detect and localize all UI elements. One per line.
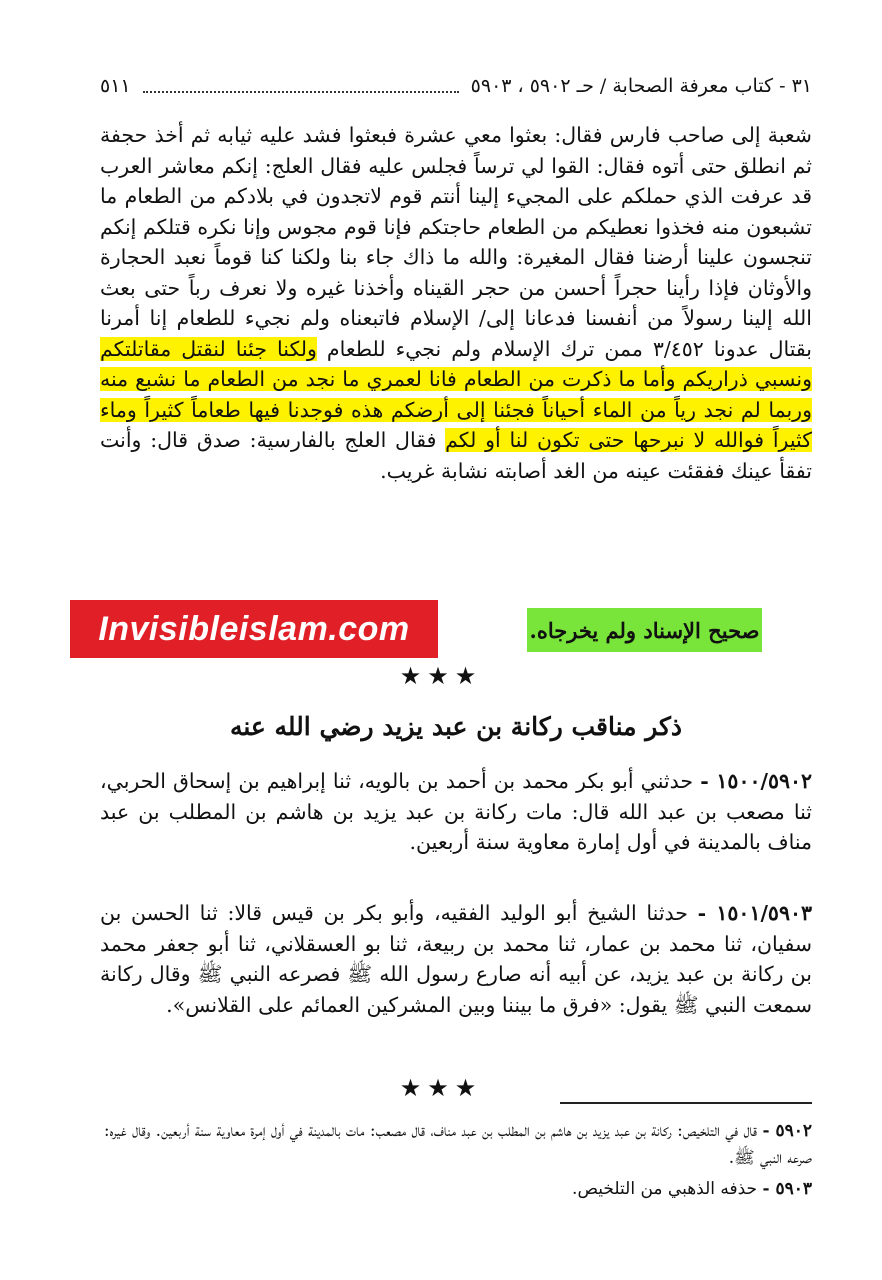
running-header — [100, 70, 812, 102]
separator-stars-top: ★★★ — [399, 662, 483, 690]
footnote-rule — [560, 1102, 812, 1104]
hadith-number: ١٥٠٠/٥٩٠٢ - — [700, 769, 812, 793]
chapter-title: ٣١ - كتاب معرفة الصحابة / حـ ٥٩٠٢ ، ٥٩٠٣ — [470, 75, 812, 97]
verdict-label: صحيح الإسناد ولم يخرجاه. — [527, 608, 762, 652]
hadith-5902 — [100, 766, 812, 858]
footnotes — [100, 1118, 812, 1207]
narration-text: شعبة إلى صاحب فارس فقال: بعثوا معي عشرة فبعثوا فشد عليه ثيابه ثم أخذ حجفة ثم انطلق حتى أتوه فقال: القوا لي ترساً فجلس عليه فقال العلج: إنكم معاشر العرب قد عرفت الذي حملكم على المجيء إلينا أنتم قوم لاتجدون في بلادكم من الطعام ما تشبعون منه فخذوا نعطيكم من الطعام حاجتكم فإنا قوم مجوس وإنا نكره قتلكم إنكم تنجسون علينا أرضنا فقال المغيرة: والله ما ذاك جاء بنا ولكنا كنا قوماً نعبد الحجارة والأوثان فإذا رأينا حجراً أحسن من حجر القيناه وأخذنا غيره ولا نعرف رباً حتى بعث الله إلينا رسولاً من أنفسنا فدعانا إلى/ الإسلام فاتبعناه ولم نجيء للطعام إنا أمرنا بقتال عدونا ٣/٤٥٢ ممن ترك الإسلام ولم نجيء للطعام — [100, 123, 812, 361]
footnote-5903 — [100, 1176, 812, 1203]
hadith-5903 — [100, 898, 812, 1020]
footnote-number: ٥٩٠٢ - — [762, 1121, 812, 1141]
page-number: ٥١١ — [100, 75, 131, 97]
footnote-5902 — [100, 1118, 812, 1172]
section-title: ذكر مناقب ركانة بن عبد يزيد رضي الله عنه — [229, 712, 683, 741]
narration-ending: فقال العلج بالفارسية: صدق قال: وأنت تفقأ عينك ففقئت عينه من الغد أصابته نشابة غريب. — [100, 428, 812, 483]
separator-stars-bottom: ★★★ — [399, 1074, 483, 1102]
hadith-text: حدثنا الشيخ أبو الوليد الفقيه، وأبو بكر بن قيس قالا: ثنا الحسن بن سفيان، ثنا محمد بن عمار، ثنا محمد بن ربيعة، ثنا بو العسقلاني، ثنا أبو جعفر محمد بن ركانة بن عبد يزيد، عن أبيه أنه صارع رسول الله ﷺ فصرعه النبي ﷺ وقال ركانة سمعت النبي ﷺ يقول: «فرق ما بيننا وبين المشركين العمائم على القلانس». — [100, 901, 812, 1017]
highlighted-passage: ولكنا جئنا لنقتل مقاتلتكم ونسبي ذراريكم وأما ما ذكرت من الطعام فانا لعمري ما نجد من الطعام ما نشبع منه وربما لم نجد رياً من الماء أحياناً فجئنا إلى أرضكم هذه فوجدنا فيها طعاماً كثيراً وماء كثيراً فوالله لا نبرحها حتى تكون لنا أو لكم — [100, 336, 812, 452]
hadith-number: ١٥٠١/٥٩٠٣ - — [697, 901, 812, 925]
leader-dots — [143, 91, 459, 93]
footnote-number: ٥٩٠٣ - — [762, 1179, 812, 1199]
hadith-text: حدثني أبو بكر محمد بن أحمد بن بالويه، ثنا إبراهيم بن إسحاق الحربي، ثنا مصعب بن عبد الله قال: مات ركانة بن عبد يزيد بن هاشم بن المطلب بن عبد مناف بالمدينة في أول إمارة معاوية سنة أربعين. — [100, 769, 812, 854]
footnote-text: حذفه الذهبي من التلخيص. — [572, 1179, 758, 1199]
narration-paragraph — [100, 120, 812, 486]
narration-continuation — [100, 120, 812, 486]
footnote-text: قال في التلخيص: ركانة بن عبد يزيد بن هاشم بن المطلب بن عبد مناف، قال مصعب: مات بالمدينة في أول إمرة معاوية سنة أربعين. وقال غيره: صرعه النبي ﷺ. — [103, 1121, 812, 1168]
watermark-banner: Invisibleislam.com — [70, 600, 438, 658]
